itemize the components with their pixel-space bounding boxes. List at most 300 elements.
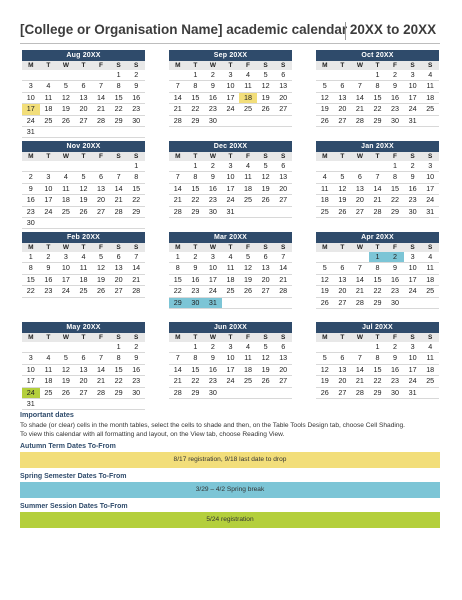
day-cell[interactable]: 26 (334, 206, 352, 217)
day-cell[interactable] (110, 161, 128, 172)
day-cell[interactable]: 16 (187, 274, 205, 285)
day-cell[interactable]: 26 (239, 286, 257, 297)
day-cell[interactable]: 4 (421, 342, 439, 353)
day-cell[interactable] (57, 218, 75, 229)
day-cell[interactable]: 19 (92, 274, 110, 285)
day-cell[interactable]: 22 (386, 195, 404, 206)
day-cell[interactable]: 24 (204, 286, 222, 297)
day-cell[interactable]: 27 (274, 195, 292, 206)
day-cell[interactable] (127, 127, 145, 138)
day-cell[interactable]: 10 (421, 172, 439, 183)
day-cell[interactable]: 3 (57, 252, 75, 263)
day-cell[interactable]: 14 (127, 263, 145, 274)
day-cell[interactable]: 31 (204, 297, 222, 308)
day-cell[interactable] (57, 399, 75, 410)
day-cell[interactable] (57, 161, 75, 172)
day-cell[interactable]: 22 (127, 195, 145, 206)
day-cell[interactable] (75, 399, 93, 410)
day-cell[interactable]: 19 (316, 286, 334, 297)
day-cell[interactable] (169, 161, 187, 172)
day-cell[interactable]: 7 (351, 81, 369, 92)
day-cell[interactable]: 17 (40, 195, 58, 206)
day-cell[interactable] (75, 161, 93, 172)
day-cell[interactable]: 13 (257, 263, 275, 274)
day-cell[interactable]: 18 (316, 195, 334, 206)
day-cell[interactable]: 21 (92, 376, 110, 387)
day-cell[interactable]: 15 (369, 274, 387, 285)
day-cell[interactable]: 23 (386, 376, 404, 387)
day-cell[interactable]: 31 (421, 206, 439, 217)
day-cell[interactable] (334, 70, 352, 81)
day-cell[interactable] (40, 127, 58, 138)
day-cell[interactable]: 10 (204, 263, 222, 274)
day-cell[interactable]: 13 (110, 263, 128, 274)
day-cell[interactable] (334, 252, 352, 263)
day-cell[interactable] (351, 252, 369, 263)
day-cell[interactable]: 8 (22, 263, 40, 274)
day-cell[interactable] (22, 342, 40, 353)
day-cell[interactable]: 18 (239, 364, 257, 375)
day-cell[interactable] (239, 297, 257, 308)
day-cell[interactable]: 13 (334, 364, 352, 375)
day-cell[interactable]: 25 (316, 206, 334, 217)
day-cell[interactable]: 20 (274, 183, 292, 194)
day-cell[interactable]: 2 (204, 342, 222, 353)
day-cell[interactable]: 8 (386, 172, 404, 183)
day-cell[interactable] (110, 399, 128, 410)
day-cell[interactable]: 28 (127, 286, 145, 297)
day-cell[interactable]: 28 (351, 387, 369, 398)
day-cell[interactable]: 19 (57, 376, 75, 387)
day-cell[interactable]: 26 (316, 387, 334, 398)
day-cell[interactable]: 10 (40, 183, 58, 194)
day-cell[interactable]: 26 (75, 206, 93, 217)
day-cell[interactable] (75, 342, 93, 353)
day-cell[interactable]: 12 (316, 92, 334, 103)
day-cell[interactable]: 24 (421, 195, 439, 206)
day-cell[interactable]: 7 (92, 81, 110, 92)
day-cell[interactable]: 11 (316, 183, 334, 194)
day-cell[interactable] (369, 161, 387, 172)
day-cell[interactable]: 10 (404, 353, 422, 364)
day-cell[interactable]: 21 (351, 376, 369, 387)
day-cell[interactable] (92, 399, 110, 410)
day-cell[interactable] (421, 387, 439, 398)
day-cell[interactable]: 18 (239, 183, 257, 194)
day-cell[interactable] (110, 127, 128, 138)
day-cell[interactable]: 27 (92, 206, 110, 217)
day-cell[interactable]: 25 (57, 206, 75, 217)
day-cell[interactable]: 8 (110, 353, 128, 364)
day-cell[interactable]: 14 (92, 364, 110, 375)
day-cell[interactable]: 7 (369, 172, 387, 183)
day-cell[interactable]: 29 (127, 206, 145, 217)
day-cell[interactable]: 28 (351, 297, 369, 308)
day-cell[interactable]: 29 (169, 297, 187, 308)
day-cell[interactable]: 17 (222, 92, 240, 103)
day-cell[interactable]: 10 (404, 263, 422, 274)
day-cell[interactable]: 18 (40, 104, 58, 115)
day-cell[interactable]: 27 (274, 376, 292, 387)
day-cell[interactable]: 3 (222, 161, 240, 172)
day-cell[interactable]: 15 (369, 92, 387, 103)
day-cell[interactable] (274, 115, 292, 126)
day-cell[interactable] (404, 297, 422, 308)
day-cell[interactable]: 14 (369, 183, 387, 194)
day-cell[interactable]: 15 (187, 92, 205, 103)
day-cell[interactable] (334, 161, 352, 172)
day-cell[interactable]: 2 (22, 172, 40, 183)
day-cell[interactable]: 2 (204, 70, 222, 81)
day-cell[interactable]: 6 (334, 263, 352, 274)
day-cell[interactable]: 15 (22, 274, 40, 285)
day-cell[interactable]: 27 (334, 297, 352, 308)
day-cell[interactable]: 28 (274, 286, 292, 297)
day-cell[interactable]: 13 (274, 81, 292, 92)
day-cell[interactable]: 6 (351, 172, 369, 183)
day-cell[interactable]: 25 (421, 286, 439, 297)
day-cell[interactable]: 16 (204, 92, 222, 103)
day-cell[interactable]: 23 (386, 286, 404, 297)
day-cell[interactable]: 13 (274, 353, 292, 364)
day-cell[interactable]: 3 (421, 161, 439, 172)
day-cell[interactable]: 4 (421, 70, 439, 81)
day-cell[interactable]: 24 (40, 206, 58, 217)
day-cell[interactable] (57, 342, 75, 353)
day-cell[interactable]: 28 (169, 115, 187, 126)
day-cell[interactable]: 17 (404, 274, 422, 285)
day-cell[interactable] (92, 342, 110, 353)
day-cell[interactable]: 27 (274, 104, 292, 115)
day-cell[interactable]: 7 (274, 252, 292, 263)
day-cell[interactable]: 3 (222, 342, 240, 353)
day-cell[interactable]: 12 (257, 353, 275, 364)
day-cell[interactable]: 22 (187, 376, 205, 387)
day-cell[interactable]: 29 (110, 387, 128, 398)
day-cell[interactable]: 17 (421, 183, 439, 194)
day-cell[interactable]: 23 (22, 206, 40, 217)
day-cell[interactable]: 4 (57, 172, 75, 183)
day-cell[interactable]: 4 (40, 353, 58, 364)
day-cell[interactable]: 18 (421, 92, 439, 103)
day-cell[interactable]: 4 (316, 172, 334, 183)
day-cell[interactable]: 10 (404, 81, 422, 92)
day-cell[interactable] (274, 297, 292, 308)
day-cell[interactable]: 30 (187, 297, 205, 308)
day-cell[interactable]: 15 (187, 183, 205, 194)
day-cell[interactable]: 19 (316, 376, 334, 387)
day-cell[interactable]: 31 (222, 206, 240, 217)
day-cell[interactable]: 19 (316, 104, 334, 115)
day-cell[interactable]: 21 (169, 195, 187, 206)
day-cell[interactable]: 19 (257, 183, 275, 194)
day-cell[interactable]: 26 (257, 104, 275, 115)
autumn-term-band[interactable]: 8/17 registration, 9/18 last date to drop (20, 452, 440, 468)
day-cell[interactable]: 11 (75, 263, 93, 274)
day-cell[interactable] (421, 297, 439, 308)
day-cell[interactable]: 19 (57, 104, 75, 115)
day-cell[interactable] (316, 161, 334, 172)
day-cell[interactable]: 28 (169, 387, 187, 398)
day-cell[interactable]: 10 (22, 92, 40, 103)
day-cell[interactable]: 26 (57, 387, 75, 398)
day-cell[interactable]: 15 (110, 364, 128, 375)
day-cell[interactable]: 5 (316, 353, 334, 364)
day-cell[interactable]: 24 (404, 286, 422, 297)
day-cell[interactable]: 27 (75, 115, 93, 126)
day-cell[interactable] (127, 218, 145, 229)
day-cell[interactable] (351, 70, 369, 81)
day-cell[interactable]: 21 (274, 274, 292, 285)
day-cell[interactable]: 10 (222, 353, 240, 364)
day-cell[interactable]: 12 (57, 364, 75, 375)
day-cell[interactable]: 26 (92, 286, 110, 297)
day-cell[interactable] (40, 161, 58, 172)
day-cell[interactable]: 11 (40, 364, 58, 375)
day-cell[interactable]: 24 (404, 104, 422, 115)
day-cell[interactable]: 11 (239, 172, 257, 183)
day-cell[interactable]: 7 (169, 172, 187, 183)
day-cell[interactable]: 29 (369, 115, 387, 126)
day-cell[interactable]: 13 (92, 183, 110, 194)
day-cell[interactable] (239, 206, 257, 217)
day-cell[interactable]: 1 (369, 252, 387, 263)
day-cell[interactable]: 8 (369, 263, 387, 274)
day-cell[interactable]: 24 (222, 195, 240, 206)
day-cell[interactable]: 22 (169, 286, 187, 297)
day-cell[interactable]: 27 (257, 286, 275, 297)
day-cell[interactable]: 24 (404, 376, 422, 387)
day-cell[interactable]: 15 (369, 364, 387, 375)
day-cell[interactable]: 9 (204, 353, 222, 364)
day-cell[interactable]: 14 (92, 92, 110, 103)
day-cell[interactable]: 16 (386, 274, 404, 285)
day-cell[interactable]: 29 (369, 387, 387, 398)
day-cell[interactable] (22, 161, 40, 172)
day-cell[interactable]: 3 (22, 81, 40, 92)
day-cell[interactable]: 7 (110, 172, 128, 183)
day-cell[interactable]: 25 (421, 104, 439, 115)
day-cell[interactable]: 30 (404, 206, 422, 217)
day-cell[interactable]: 5 (257, 70, 275, 81)
day-cell[interactable]: 19 (75, 195, 93, 206)
day-cell[interactable]: 4 (421, 252, 439, 263)
day-cell[interactable]: 20 (334, 286, 352, 297)
day-cell[interactable]: 18 (421, 364, 439, 375)
day-cell[interactable]: 2 (404, 161, 422, 172)
day-cell[interactable] (257, 206, 275, 217)
day-cell[interactable]: 1 (127, 161, 145, 172)
day-cell[interactable]: 8 (169, 263, 187, 274)
day-cell[interactable]: 18 (239, 92, 257, 103)
day-cell[interactable]: 30 (127, 115, 145, 126)
day-cell[interactable]: 12 (316, 274, 334, 285)
day-cell[interactable]: 5 (316, 81, 334, 92)
day-cell[interactable]: 22 (369, 286, 387, 297)
day-cell[interactable]: 17 (222, 364, 240, 375)
day-cell[interactable]: 4 (239, 342, 257, 353)
day-cell[interactable]: 31 (404, 115, 422, 126)
day-cell[interactable]: 3 (404, 342, 422, 353)
day-cell[interactable]: 26 (57, 115, 75, 126)
day-cell[interactable]: 16 (204, 364, 222, 375)
day-cell[interactable]: 14 (274, 263, 292, 274)
day-cell[interactable]: 19 (257, 364, 275, 375)
day-cell[interactable] (222, 115, 240, 126)
day-cell[interactable]: 17 (222, 183, 240, 194)
day-cell[interactable]: 22 (110, 104, 128, 115)
day-cell[interactable]: 28 (110, 206, 128, 217)
day-cell[interactable]: 11 (222, 263, 240, 274)
day-cell[interactable]: 17 (204, 274, 222, 285)
day-cell[interactable]: 20 (334, 376, 352, 387)
day-cell[interactable]: 6 (110, 252, 128, 263)
day-cell[interactable]: 4 (40, 81, 58, 92)
day-cell[interactable]: 11 (239, 353, 257, 364)
day-cell[interactable]: 20 (92, 195, 110, 206)
day-cell[interactable]: 23 (204, 376, 222, 387)
day-cell[interactable]: 30 (22, 218, 40, 229)
day-cell[interactable]: 26 (257, 195, 275, 206)
day-cell[interactable]: 20 (110, 274, 128, 285)
day-cell[interactable]: 7 (351, 353, 369, 364)
day-cell[interactable]: 18 (57, 195, 75, 206)
day-cell[interactable]: 29 (369, 297, 387, 308)
day-cell[interactable]: 1 (187, 161, 205, 172)
day-cell[interactable]: 29 (187, 206, 205, 217)
day-cell[interactable]: 5 (75, 172, 93, 183)
day-cell[interactable] (110, 218, 128, 229)
day-cell[interactable]: 19 (257, 92, 275, 103)
day-cell[interactable]: 25 (239, 195, 257, 206)
day-cell[interactable]: 16 (22, 195, 40, 206)
day-cell[interactable]: 10 (57, 263, 75, 274)
day-cell[interactable]: 9 (386, 81, 404, 92)
day-cell[interactable]: 6 (274, 70, 292, 81)
day-cell[interactable] (257, 387, 275, 398)
day-cell[interactable]: 22 (187, 104, 205, 115)
day-cell[interactable]: 5 (239, 252, 257, 263)
day-cell[interactable]: 25 (75, 286, 93, 297)
day-cell[interactable]: 8 (369, 353, 387, 364)
day-cell[interactable] (75, 70, 93, 81)
day-cell[interactable]: 24 (57, 286, 75, 297)
day-cell[interactable]: 14 (351, 274, 369, 285)
day-cell[interactable]: 7 (169, 81, 187, 92)
day-cell[interactable]: 12 (92, 263, 110, 274)
day-cell[interactable] (351, 161, 369, 172)
day-cell[interactable]: 6 (92, 172, 110, 183)
day-cell[interactable] (334, 342, 352, 353)
day-cell[interactable]: 2 (204, 161, 222, 172)
day-cell[interactable] (92, 161, 110, 172)
day-cell[interactable]: 27 (351, 206, 369, 217)
day-cell[interactable]: 22 (369, 376, 387, 387)
day-cell[interactable]: 16 (386, 364, 404, 375)
day-cell[interactable]: 6 (334, 81, 352, 92)
day-cell[interactable]: 3 (204, 252, 222, 263)
day-cell[interactable]: 14 (351, 364, 369, 375)
day-cell[interactable]: 31 (22, 399, 40, 410)
day-cell[interactable] (239, 387, 257, 398)
day-cell[interactable]: 5 (334, 172, 352, 183)
day-cell[interactable]: 18 (421, 274, 439, 285)
day-cell[interactable] (92, 70, 110, 81)
day-cell[interactable]: 1 (369, 70, 387, 81)
day-cell[interactable]: 29 (110, 115, 128, 126)
day-cell[interactable]: 9 (40, 263, 58, 274)
day-cell[interactable]: 25 (421, 376, 439, 387)
day-cell[interactable]: 28 (169, 206, 187, 217)
day-cell[interactable]: 10 (222, 172, 240, 183)
day-cell[interactable] (239, 115, 257, 126)
day-cell[interactable]: 15 (187, 364, 205, 375)
day-cell[interactable]: 16 (40, 274, 58, 285)
day-cell[interactable]: 18 (75, 274, 93, 285)
day-cell[interactable]: 12 (257, 172, 275, 183)
day-cell[interactable]: 9 (386, 353, 404, 364)
day-cell[interactable]: 20 (257, 274, 275, 285)
day-cell[interactable]: 29 (187, 387, 205, 398)
day-cell[interactable]: 11 (421, 81, 439, 92)
day-cell[interactable]: 5 (257, 342, 275, 353)
day-cell[interactable] (316, 252, 334, 263)
day-cell[interactable]: 22 (369, 104, 387, 115)
day-cell[interactable]: 12 (75, 183, 93, 194)
day-cell[interactable] (40, 218, 58, 229)
day-cell[interactable]: 17 (404, 92, 422, 103)
day-cell[interactable]: 6 (274, 342, 292, 353)
day-cell[interactable] (257, 297, 275, 308)
day-cell[interactable]: 22 (22, 286, 40, 297)
day-cell[interactable]: 29 (187, 115, 205, 126)
day-cell[interactable]: 12 (57, 92, 75, 103)
day-cell[interactable]: 3 (40, 172, 58, 183)
day-cell[interactable] (75, 218, 93, 229)
day-cell[interactable]: 8 (127, 172, 145, 183)
day-cell[interactable]: 28 (92, 387, 110, 398)
day-cell[interactable]: 20 (274, 92, 292, 103)
day-cell[interactable]: 13 (334, 92, 352, 103)
day-cell[interactable]: 15 (386, 183, 404, 194)
day-cell[interactable]: 5 (316, 263, 334, 274)
day-cell[interactable]: 6 (334, 353, 352, 364)
day-cell[interactable]: 24 (222, 104, 240, 115)
summer-session-band[interactable]: 5/24 registration (20, 512, 440, 528)
day-cell[interactable] (57, 127, 75, 138)
day-cell[interactable]: 5 (92, 252, 110, 263)
day-cell[interactable]: 2 (127, 342, 145, 353)
day-cell[interactable]: 12 (239, 263, 257, 274)
day-cell[interactable]: 23 (204, 195, 222, 206)
day-cell[interactable]: 24 (22, 387, 40, 398)
day-cell[interactable]: 13 (75, 364, 93, 375)
day-cell[interactable]: 11 (421, 353, 439, 364)
day-cell[interactable]: 8 (110, 81, 128, 92)
day-cell[interactable]: 3 (222, 70, 240, 81)
day-cell[interactable]: 7 (92, 353, 110, 364)
day-cell[interactable]: 23 (127, 104, 145, 115)
day-cell[interactable]: 20 (334, 104, 352, 115)
day-cell[interactable]: 15 (110, 92, 128, 103)
day-cell[interactable]: 25 (40, 115, 58, 126)
day-cell[interactable]: 9 (204, 172, 222, 183)
day-cell[interactable]: 14 (351, 92, 369, 103)
day-cell[interactable]: 21 (351, 286, 369, 297)
day-cell[interactable] (22, 70, 40, 81)
day-cell[interactable] (169, 70, 187, 81)
day-cell[interactable] (169, 342, 187, 353)
